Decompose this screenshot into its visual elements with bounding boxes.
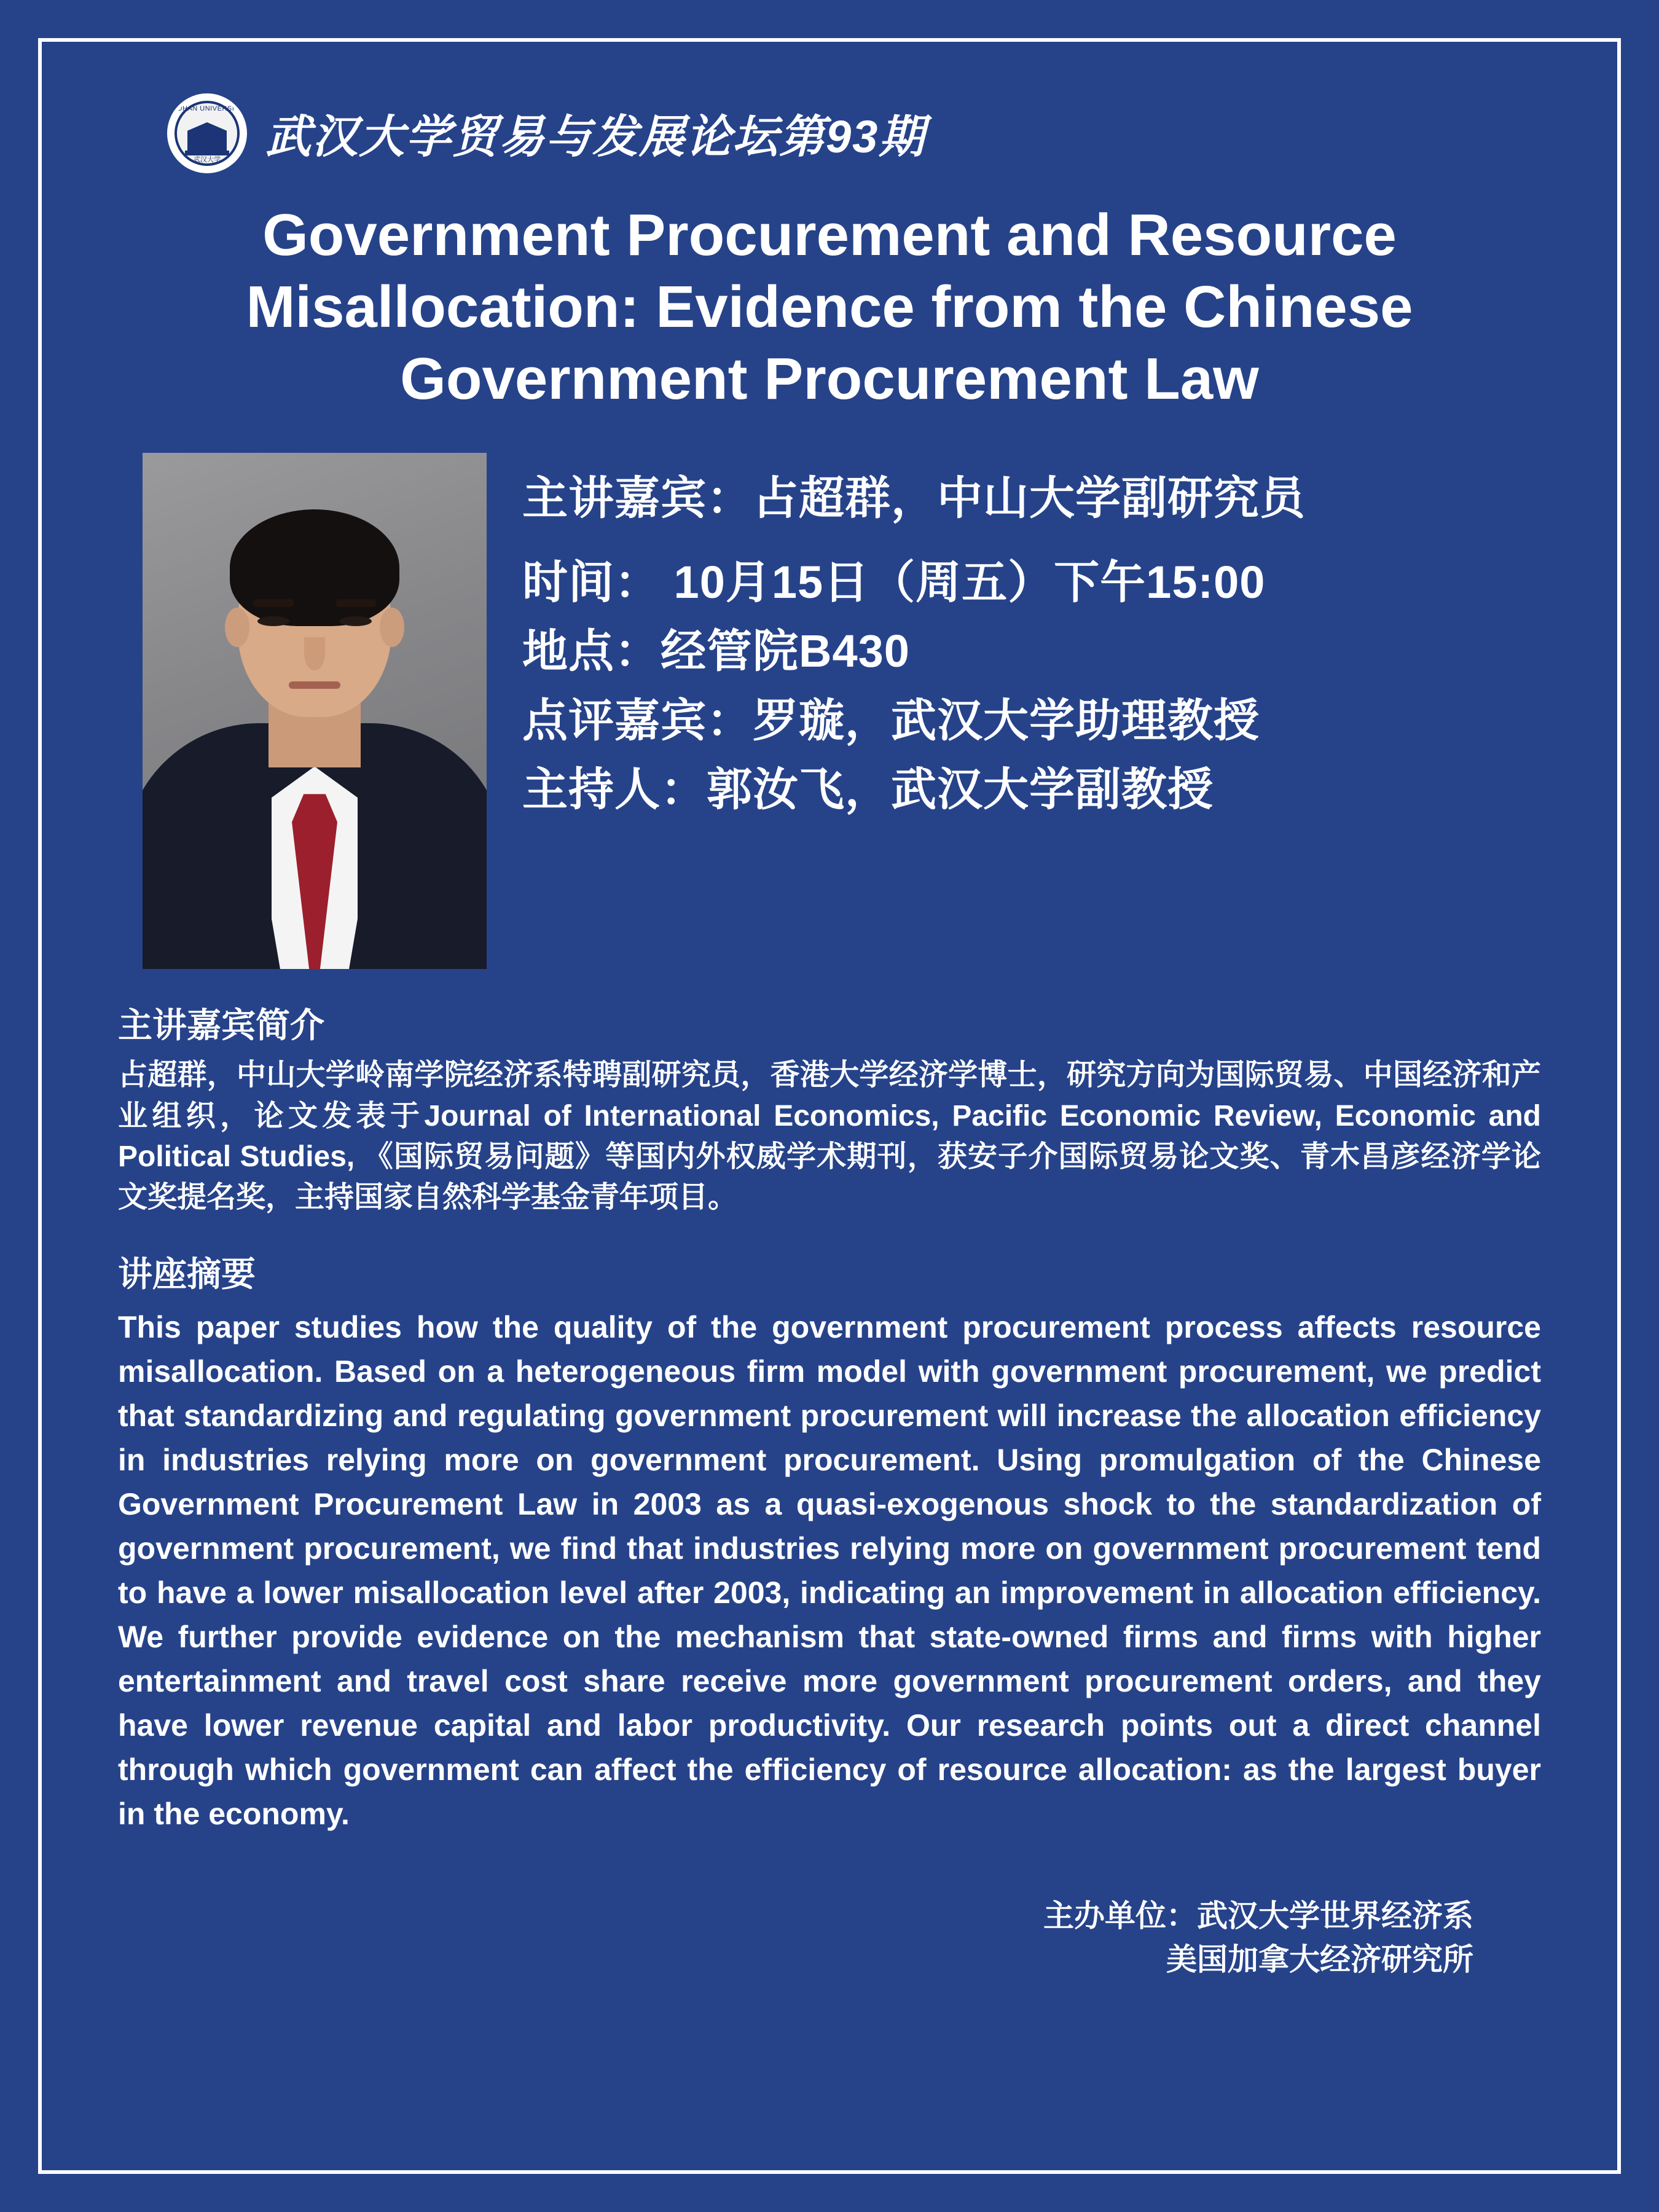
- bio-text: 占超群，中山大学岭南学院经济系特聘副研究员，香港大学经济学博士，研究方向为国际贸易、中国经济和产业组织，论文发表于Journal of International Economics, Pacific Economic Review, Economic and Political Studies, 《国际贸易问题》等国内外权威学术期刊，获安子介国际贸易论文奖、青木昌彦经济学论文奖提名奖，主持国家自然科学基金青年项目。: [118, 1059, 1541, 1214]
- bio-section: [118, 998, 1541, 1218]
- seal-top-text: WUHAN UNIVERSITY: [170, 105, 244, 112]
- seal-bottom-text: 武汉大学: [194, 156, 221, 163]
- detail-time: 时间： 10月15日（周五）下午15:00: [522, 556, 1266, 608]
- page-title: Government Procurement and Resource Misallocation: Evidence from the Chinese Government Procurement Law: [246, 202, 1413, 412]
- event-details: [522, 453, 1541, 824]
- abstract-heading: 讲座摘要: [118, 1255, 256, 1294]
- organizer-line-1: 主办单位：武汉大学世界经济系: [1043, 1899, 1473, 1934]
- abstract-section: [118, 1247, 1541, 1836]
- forum-title: 武汉大学贸易与发展论坛第93期: [265, 111, 926, 162]
- detail-host: 主持人：郭汝飞，武汉大学副教授: [522, 764, 1214, 815]
- poster-content: [38, 38, 1621, 1982]
- organizer-line-2: 美国加拿大经济研究所: [1166, 1942, 1473, 1977]
- detail-location: 地点：经管院B430: [522, 626, 910, 677]
- detail-speaker: 主讲嘉宾：占超群，中山大学副研究员: [522, 473, 1306, 524]
- detail-discussant: 点评嘉宾：罗璇，武汉大学助理教授: [522, 694, 1260, 746]
- abstract-text: This paper studies how the quality of the government procurement process affects resource misallocation. Based on a heterogeneous firm model with government procurement, we predict that standardizing and regulating government procurement will increase the allocation efficiency in industries relying more on government procurement. Using promulgation of the Chinese Government Procurement Law in 2003 as a quasi-exogenous shock to the standardization of government procurement, we find that industries relying more on government procurement tend to have a lower misallocation level after 2003, indicating an improvement in allocation efficiency. We further provide evidence on the mechanism that state-owned firms and firms with higher entertainment and travel cost share receive more government procurement orders, and they have lower revenue capital and labor productivity. Our research points out a direct channel through which government can affect the efficiency of resource allocation: as the largest buyer in the economy.: [118, 1310, 1541, 1832]
- speaker-section: [118, 453, 1541, 969]
- speaker-portrait: [143, 453, 487, 969]
- bio-heading: 主讲嘉宾简介: [118, 1006, 324, 1045]
- poster-header: [167, 93, 1541, 173]
- organizer-footer: [118, 1894, 1541, 1982]
- university-seal-icon: [167, 93, 247, 173]
